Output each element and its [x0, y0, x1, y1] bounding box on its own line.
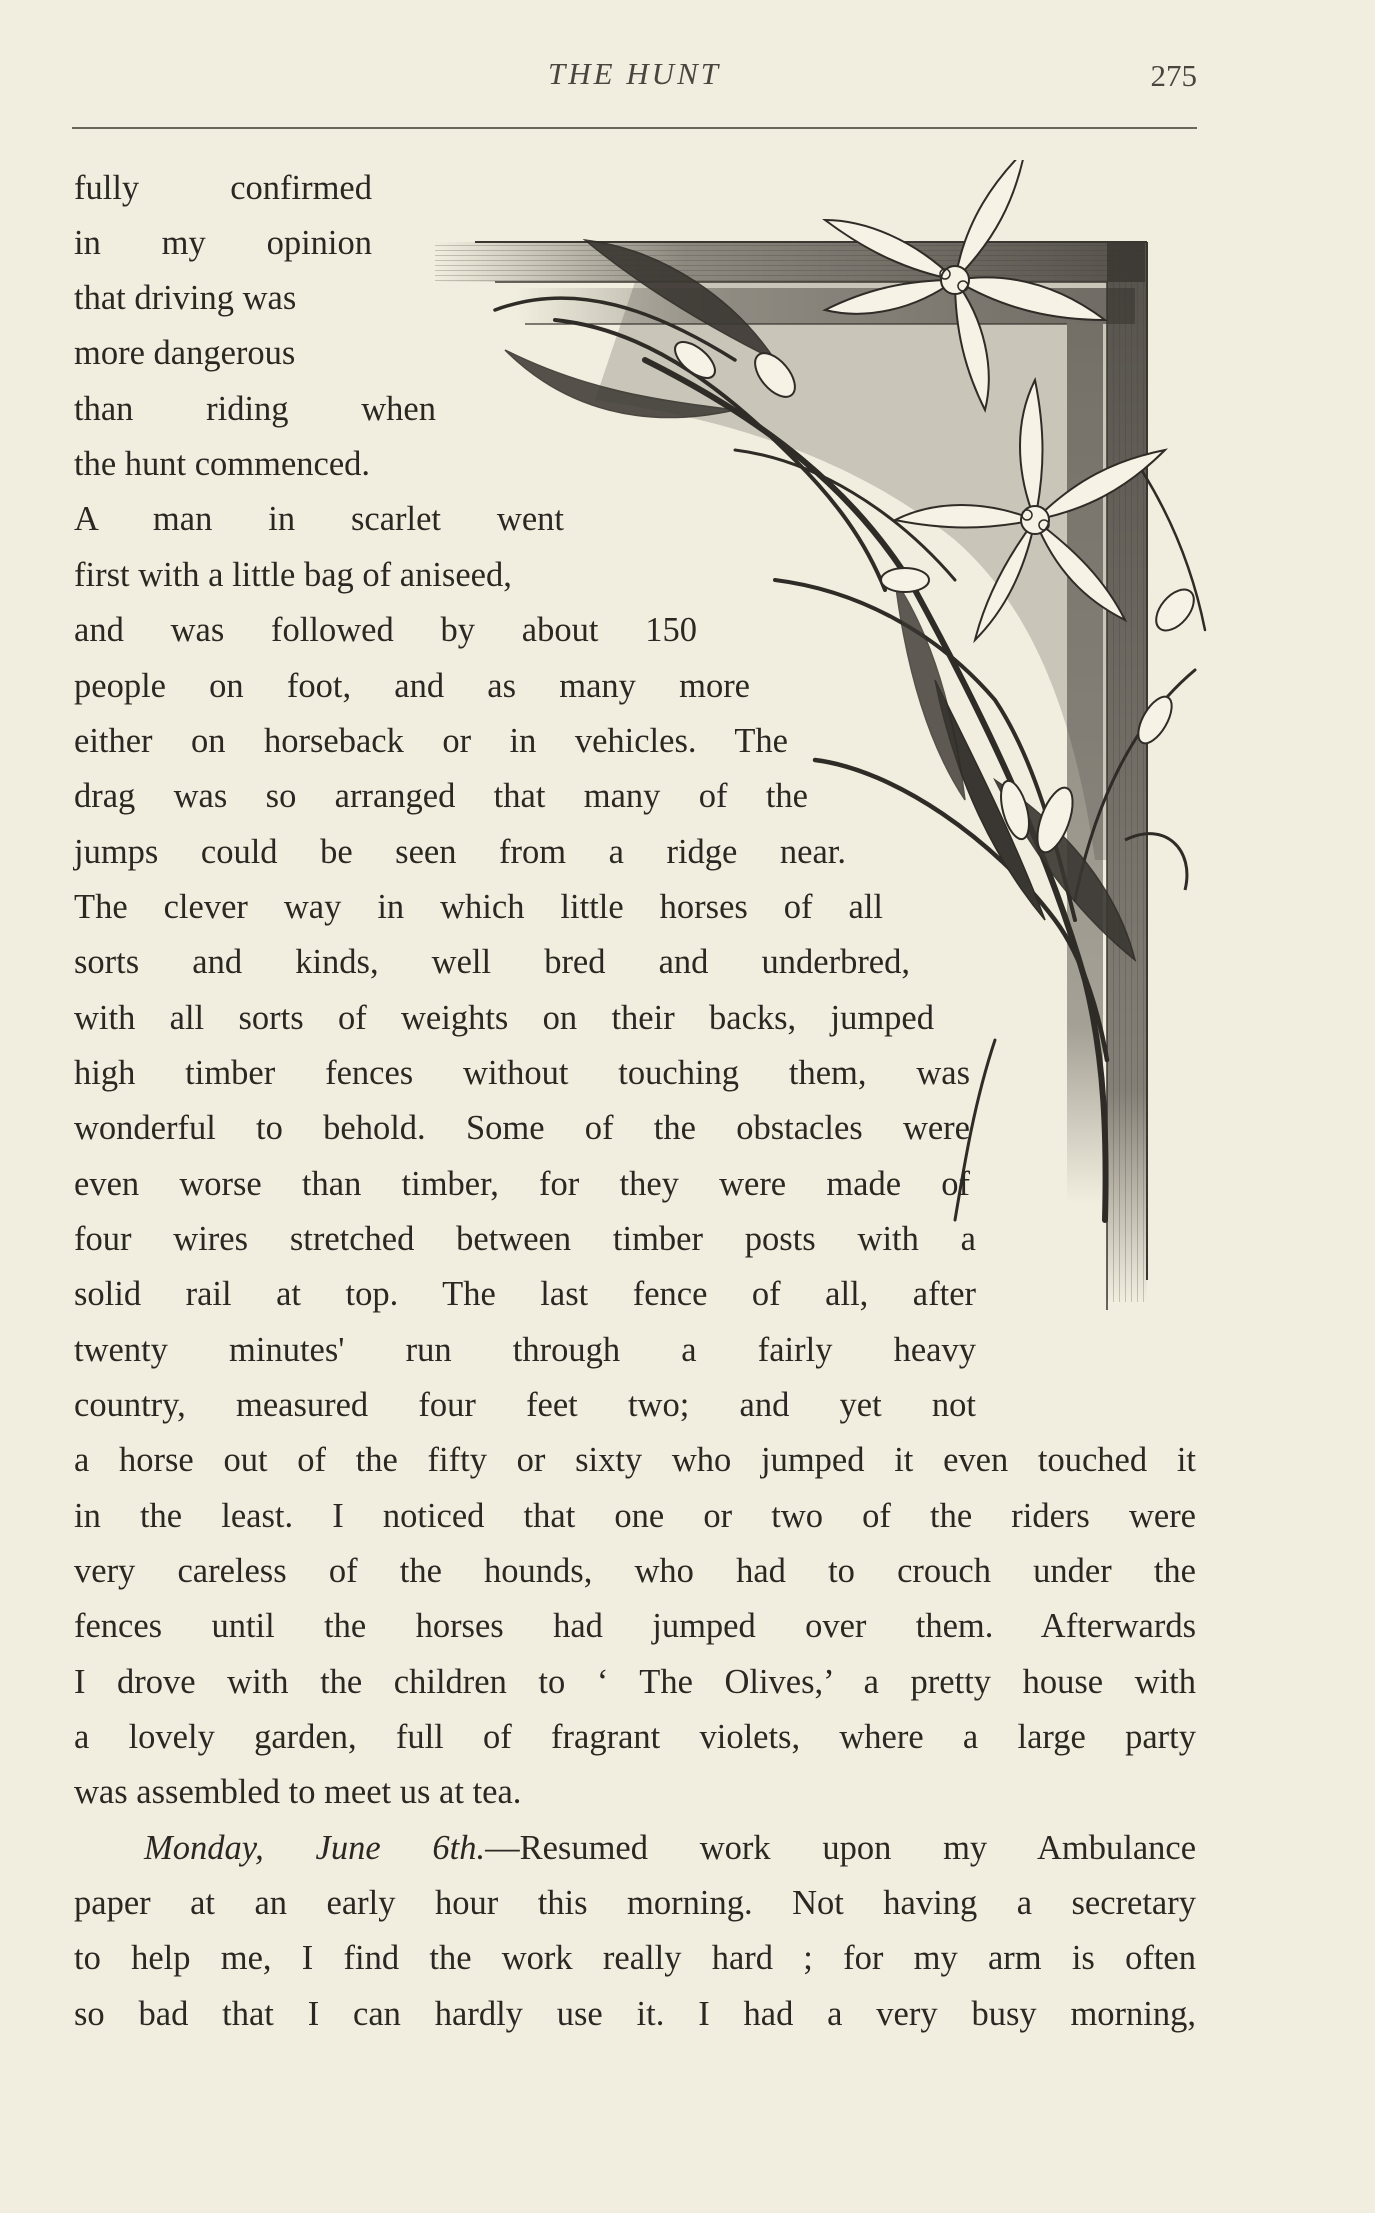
text-line-18: wonderful to behold. Some of the obstacles were [74, 1109, 970, 1147]
text-line-15: sorts and kinds, well bred and underbred, [74, 943, 910, 981]
text-line-21: solid rail at top. The last fence of all, after [74, 1275, 976, 1313]
text-line-6: the hunt commenced. [74, 445, 371, 483]
text-line-3: that driving was [74, 279, 297, 317]
text-line-27: fences until the horses had jumped over them. Afterwards [74, 1607, 1196, 1645]
text-line-16: with all sorts of weights on their backs, jumped [74, 999, 934, 1037]
paragraph-2-line-4: so bad that I can hardly use it. I had a very busy morning, [74, 1995, 1196, 2033]
text-line-20: four wires stretched between timber posts with a [74, 1220, 976, 1258]
page-number: 275 [1150, 58, 1197, 93]
text-line-7: A man in scarlet went [74, 500, 564, 538]
paragraph-2-line-1-rest: —Resumed work upon my Ambulance [485, 1829, 1197, 1867]
text-line-30: was assembled to meet us at tea. [74, 1773, 522, 1811]
text-line-23: country, measured four feet two; and yet not [74, 1386, 976, 1424]
text-line-9: and was followed by about 150 [74, 611, 697, 649]
header-rule [72, 127, 1197, 129]
text-line-28: I drove with the children to ‘ The Olives,’ a pretty house with [74, 1663, 1196, 1701]
text-line-5: than riding when [74, 390, 436, 428]
paragraph-2-line-2: paper at an early hour this morning. Not having a secretary [74, 1884, 1196, 1922]
paragraph-2-line-3: to help me, I find the work really hard ; for my arm is often [74, 1939, 1196, 1977]
text-line-1: fully confirmed [74, 169, 372, 207]
text-line-10: people on foot, and as many more [74, 667, 750, 705]
text-line-19: even worse than timber, for they were made of [74, 1165, 970, 1203]
text-line-14: The clever way in which little horses of all [74, 888, 883, 926]
running-title: THE HUNT [547, 56, 721, 91]
text-line-29: a lovely garden, full of fragrant violets, where a large party [74, 1718, 1196, 1756]
text-line-26: very careless of the hounds, who had to crouch under the [74, 1552, 1196, 1590]
text-line-22: twenty minutes' run through a fairly heavy [74, 1331, 976, 1369]
page-header [72, 56, 1197, 106]
text-line-2: in my opinion [74, 224, 372, 262]
paragraph-2-line-1 [144, 1828, 1196, 1868]
text-line-13: jumps could be seen from a ridge near. [74, 833, 846, 871]
text-line-17: high timber fences without touching them, was [74, 1054, 970, 1092]
text-line-24: a horse out of the fifty or sixty who jumped it even touched it [74, 1441, 1196, 1479]
diary-date: Monday, June 6th. [144, 1829, 486, 1867]
text-line-4: more dangerous [74, 334, 296, 372]
text-line-25: in the least. I noticed that one or two of the riders were [74, 1497, 1196, 1535]
text-line-12: drag was so arranged that many of the [74, 777, 808, 815]
text-line-8: first with a little bag of aniseed, [74, 556, 512, 594]
text-line-11: either on horseback or in vehicles. The [74, 722, 788, 760]
